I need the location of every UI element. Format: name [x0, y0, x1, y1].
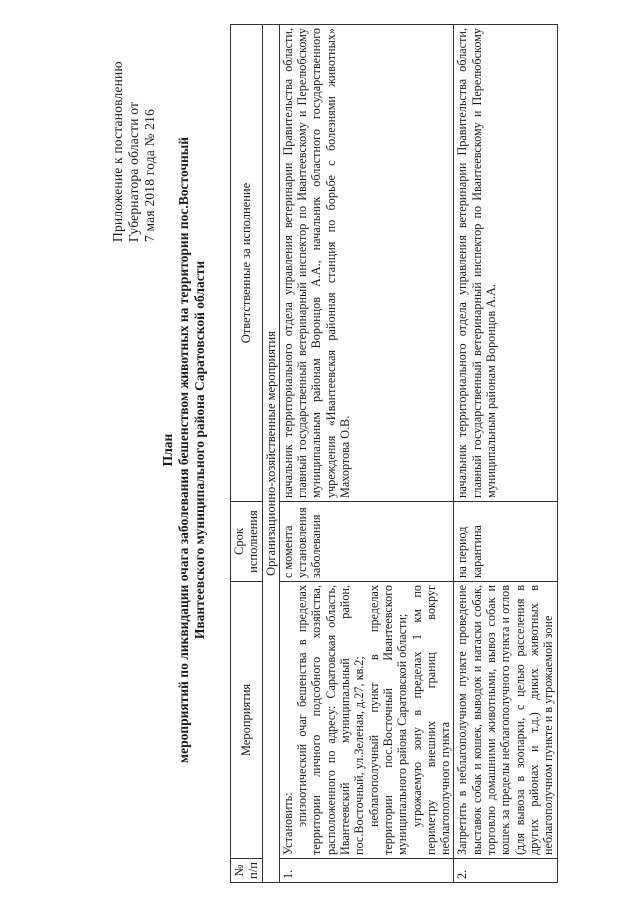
title-line-3: Ивантеевского муниципального района Саратовской области: [192, 260, 207, 640]
activity-paragraph: неблагополучный пункт в пределах территории пос.Восточный Ивантеевского муниципального района Саратовской области;: [366, 585, 410, 855]
row-responsible: начальник территориального отдела управления ветеринарии Правительства области, главный государственный ветеринарный инспектор по Ивантеевскому и Перелюбскому муниципальным районам Воронцов А.А., начальник областного государственного учреждения «Ивантеевская районная станция по борьбе с болезнями животных» Махортова О.В.: [279, 25, 454, 502]
approval-block: [110, 61, 158, 242]
row-activity: [279, 582, 454, 859]
table-header-row: [231, 25, 263, 883]
title-word: План: [160, 433, 175, 467]
header-num: № п/п: [231, 859, 263, 883]
table-row: [279, 25, 454, 883]
table-row: [454, 25, 557, 883]
row-activity: [454, 582, 557, 859]
plan-table: [230, 24, 558, 883]
approval-line-3: 7 мая 2018 года № 216: [142, 108, 157, 242]
approval-line-1: Приложение к постановлению: [110, 61, 125, 242]
document-title: [160, 55, 208, 845]
header-responsible: Ответственные за исполнение: [231, 25, 263, 502]
title-line-2: мероприятий по ликвидации очага заболевания бешенством животных на территории пос.Восточный: [176, 136, 191, 764]
row-num: 1.: [279, 859, 454, 883]
row-term: на период карантина: [454, 502, 557, 582]
row-term: с момента установления заболевания: [279, 502, 454, 582]
approval-line-2: Губернатора области от: [126, 101, 141, 242]
activity-paragraph: угрожаемую зону в пределах 1 км по периметру внешних границ вокруг неблагополучного пункта: [409, 585, 453, 855]
activity-paragraph: эпизоотический очаг бешенства в пределах территории личного подсобного хозяйства, расположенного по адресу: Саратовская область, Ивантеевский муниципальный район, пос.Восточный, ул.Зеленая, д.27, кв.2;: [295, 585, 367, 855]
activity-paragraph: Запретить в неблагополучном пункте проведение выставок собак и кошек, выводок и натаски собак, торговлю домашними животными, вывоз собак и кошек за пределы неблагополучного пункта и отлов (для вывоза в зоопарки, с целью расселения в других районах и т.д.) диких животных в неблагополучном пункте и в угрожаемой зоне: [455, 585, 556, 855]
section-title: Организационно-хозяйственные мероприятия: [262, 25, 279, 883]
row-responsible: начальник территориального отдела управления ветеринарии Правительства области, главный государственный ветеринарный инспектор по Ивантеевскому и Перелюбскому муниципальным районам Воронцов А.А.: [454, 25, 557, 502]
section-row: [262, 25, 279, 883]
header-term: Срок исполнения: [231, 502, 263, 582]
header-activity: Мероприятия: [231, 582, 263, 859]
activity-intro: Установить:: [280, 792, 295, 855]
row-num: 2.: [454, 859, 557, 883]
